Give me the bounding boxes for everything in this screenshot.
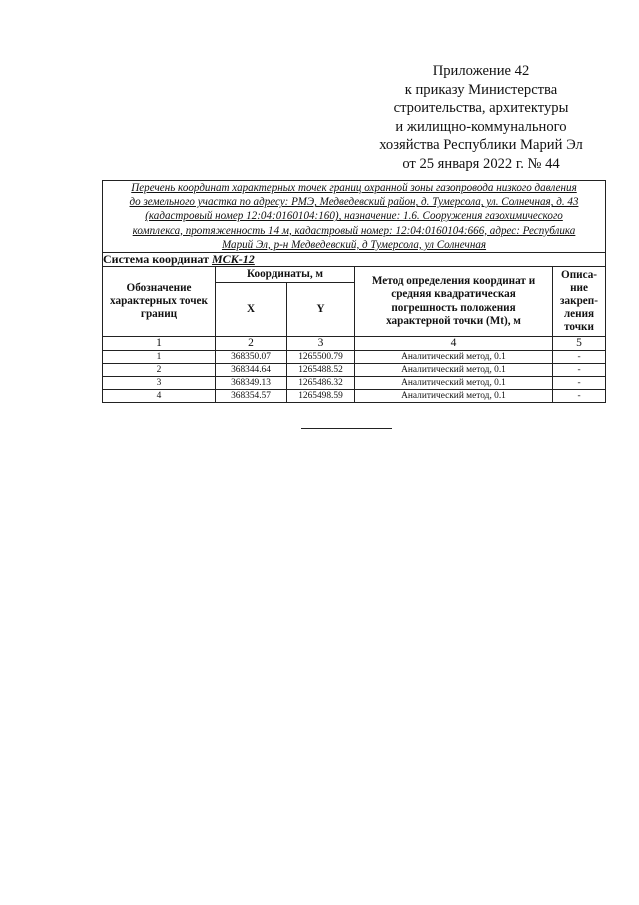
- y-cell: 1265486.32: [287, 377, 355, 390]
- column-number: 3: [287, 337, 355, 351]
- header-fixing-description: [553, 267, 606, 337]
- column-number: 4: [355, 337, 553, 351]
- x-cell: 368350.07: [216, 351, 287, 364]
- header-line: закреп-: [560, 294, 598, 307]
- appendix-line: хозяйства Республики Марий Эл: [379, 137, 583, 154]
- header-line: Обозначение: [126, 281, 192, 294]
- header-x: X: [216, 283, 287, 337]
- header-line: погрешность положения: [391, 301, 516, 314]
- point-cell: 3: [103, 377, 216, 390]
- fixing-cell: -: [553, 364, 606, 377]
- x-cell: 368344.64: [216, 364, 287, 377]
- method-cell: Аналитический метод, 0.1: [355, 390, 553, 403]
- column-number: 2: [216, 337, 287, 351]
- table-row: [103, 377, 606, 390]
- coordinate-system-row: [103, 253, 606, 267]
- header-line: характерной точки (Mt), м: [386, 314, 521, 327]
- header-line: Описа-: [561, 268, 598, 281]
- method-cell: Аналитический метод, 0.1: [355, 377, 553, 390]
- header-y: Y: [287, 283, 355, 337]
- appendix-line: строительства, архитектуры: [393, 100, 569, 117]
- header-line: средняя квадратическая: [391, 288, 516, 301]
- header-method: [355, 267, 553, 337]
- description-line: (кадастровый номер 12:04:0160104:160), назначение: 1.6. Сооружения газохимического: [145, 210, 563, 223]
- fixing-cell: -: [553, 351, 606, 364]
- x-cell: 368349.13: [216, 377, 287, 390]
- description-line: Марий Эл, р-н Медведевский, д Тумерсола, ул Солнечная: [221, 238, 487, 251]
- y-cell: 1265498.59: [287, 390, 355, 403]
- point-cell: 1: [103, 351, 216, 364]
- column-number: 5: [553, 337, 606, 351]
- header-coordinates: Координаты, м: [216, 267, 355, 283]
- appendix-heading: [352, 62, 610, 174]
- header-line: Метод определения координат и: [371, 275, 536, 288]
- y-cell: 1265488.52: [287, 364, 355, 377]
- header-line: характерных точек: [110, 294, 208, 307]
- coordinate-system-value: МСК-12: [211, 252, 255, 267]
- column-number-row: [103, 337, 606, 351]
- x-cell: 368354.57: [216, 390, 287, 403]
- table-description: [103, 181, 606, 253]
- description-line: Перечень координат характерных точек границ охранной зоны газопровода низкого давления: [131, 182, 577, 194]
- description-line: комплекса, протяженность 14 м, кадастровый номер: 12:04:0160104:666, адрес: Республика: [132, 224, 576, 237]
- header-line: границ: [140, 308, 178, 321]
- point-cell: 4: [103, 390, 216, 403]
- appendix-line: к приказу Министерства: [404, 81, 558, 98]
- table-row: [103, 351, 606, 364]
- header-line: точки: [564, 321, 594, 334]
- appendix-line: от 25 января 2022 г. № 44: [402, 155, 560, 172]
- coordinate-system-label: Система координат: [103, 252, 209, 267]
- divider-line: [301, 428, 392, 429]
- appendix-line: Приложение 42: [432, 63, 530, 79]
- table-row: [103, 364, 606, 377]
- header-point-designation: [103, 267, 216, 337]
- description-line: до земельного участка по адресу: РМЭ, Медведевский район, д. Тумерсола, ул. Солнечная, д. 43: [129, 196, 579, 209]
- column-number: 1: [103, 337, 216, 351]
- header-line: ления: [563, 308, 595, 321]
- point-cell: 2: [103, 364, 216, 377]
- fixing-cell: -: [553, 377, 606, 390]
- method-cell: Аналитический метод, 0.1: [355, 351, 553, 364]
- method-cell: Аналитический метод, 0.1: [355, 364, 553, 377]
- coordinates-table: [102, 180, 606, 403]
- header-line: ние: [570, 281, 588, 294]
- y-cell: 1265500.79: [287, 351, 355, 364]
- appendix-line: и жилищно-коммунального: [395, 118, 567, 135]
- table-row: [103, 390, 606, 403]
- fixing-cell: -: [553, 390, 606, 403]
